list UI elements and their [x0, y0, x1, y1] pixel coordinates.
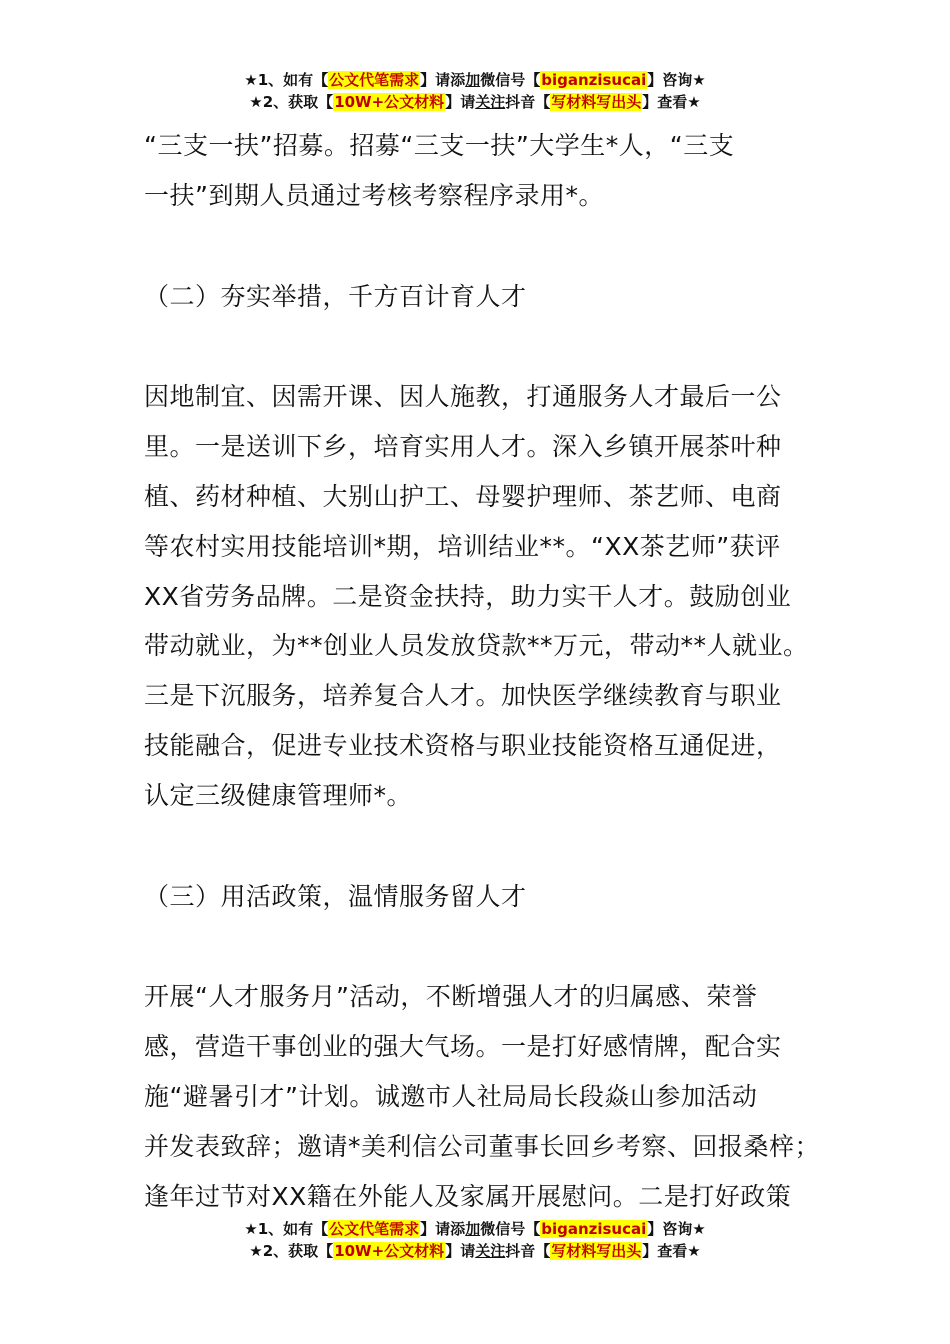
paragraph-line: 三是下沉服务，培养复合人才。加快医学继续教育与职业: [144, 681, 782, 711]
banner-text: 】请: [445, 93, 476, 111]
banner-line-1: [0, 69, 950, 91]
paragraph-line: XX省劳务品牌。二是资金扶持，助力实干人才。鼓励创业: [144, 581, 792, 611]
banner-text: 】查看★: [642, 1242, 701, 1260]
paragraph-line: 施“避暑引才”计划。诚邀市人社局局长段焱山参加活动: [144, 1081, 758, 1111]
paragraph-line: 逢年过节对XX籍在外能人及家属开展慰问。二是打好政策: [144, 1181, 792, 1211]
paragraph-line: 一扶”到期人员通过考核考察程序录用*。: [144, 180, 604, 210]
banner-highlight: 写材料写出头: [551, 93, 642, 111]
banner-highlight: biganzisucai: [541, 71, 647, 89]
paragraph-line: 认定三级健康管理师*。: [144, 780, 413, 810]
banner-text: ★2、获取【: [249, 1242, 334, 1260]
banner-text: 】咨询★: [647, 1220, 706, 1238]
banner-text: ★1、如有【: [244, 71, 329, 89]
banner-text: 】请添: [420, 1220, 466, 1238]
banner-underlined-text: 关注: [475, 93, 506, 111]
banner-underlined-text: 加: [465, 71, 481, 89]
banner-text: ★2、获取【: [249, 93, 334, 111]
section-heading: （三）用活政策，温情服务留人才: [144, 881, 527, 911]
banner-line-1: [0, 1218, 950, 1240]
bottom-banner: [0, 1218, 950, 1262]
paragraph-line: 技能融合，促进专业技术资格与职业技能资格互通促进，: [144, 730, 782, 760]
banner-text: 微信号【: [480, 71, 541, 89]
banner-text: ★1、如有【: [244, 1220, 329, 1238]
banner-text: 微信号【: [480, 1220, 541, 1238]
banner-highlight: 10W+公文材料: [334, 1242, 445, 1260]
section-heading: （二）夯实举措，千方百计育人才: [144, 281, 527, 311]
banner-text: 抖音【: [505, 1242, 551, 1260]
paragraph-line: 感，营造干事创业的强大气场。一是打好感情牌，配合实: [144, 1032, 782, 1062]
banner-text: 】请添: [420, 71, 466, 89]
paragraph-line: “三支一扶”招募。招募“三支一扶”大学生*人，“三支: [144, 131, 735, 160]
banner-highlight: biganzisucai: [541, 1220, 647, 1238]
banner-text: 】查看★: [642, 93, 701, 111]
paragraph-line: 植、药材种植、大别山护工、母婴护理师、茶艺师、电商: [144, 481, 782, 511]
banner-line-2: [0, 1240, 950, 1262]
paragraph-line: 开展“人才服务月”活动，不断增强人才的归属感、荣誉: [144, 982, 758, 1012]
banner-highlight: 写材料写出头: [551, 1242, 642, 1260]
document-body: [144, 121, 834, 1221]
banner-text: 抖音【: [505, 93, 551, 111]
top-banner: [0, 69, 950, 113]
banner-text: 】请: [445, 1242, 476, 1260]
banner-highlight: 公文代笔需求: [329, 1220, 420, 1238]
paragraph-line: 并发表致辞；邀请*美利信公司董事长回乡考察、回报桑梓；: [144, 1131, 821, 1161]
paragraph-line: 里。一是送训下乡，培育实用人才。深入乡镇开展茶叶种: [144, 432, 782, 462]
banner-underlined-text: 加: [465, 1220, 481, 1238]
paragraph-line: 因地制宜、因需开课、因人施教，打通服务人才最后一公: [144, 382, 782, 412]
paragraph-line: 带动就业，为**创业人员发放贷款**万元，带动**人就业。: [144, 631, 809, 661]
banner-underlined-text: 关注: [475, 1242, 506, 1260]
banner-line-2: [0, 91, 950, 113]
banner-highlight: 公文代笔需求: [329, 71, 420, 89]
banner-highlight: 10W+公文材料: [334, 93, 445, 111]
banner-text: 】咨询★: [647, 71, 706, 89]
paragraph-line: 等农村实用技能培训*期，培训结业**。“XX茶艺师”获评: [144, 531, 781, 561]
